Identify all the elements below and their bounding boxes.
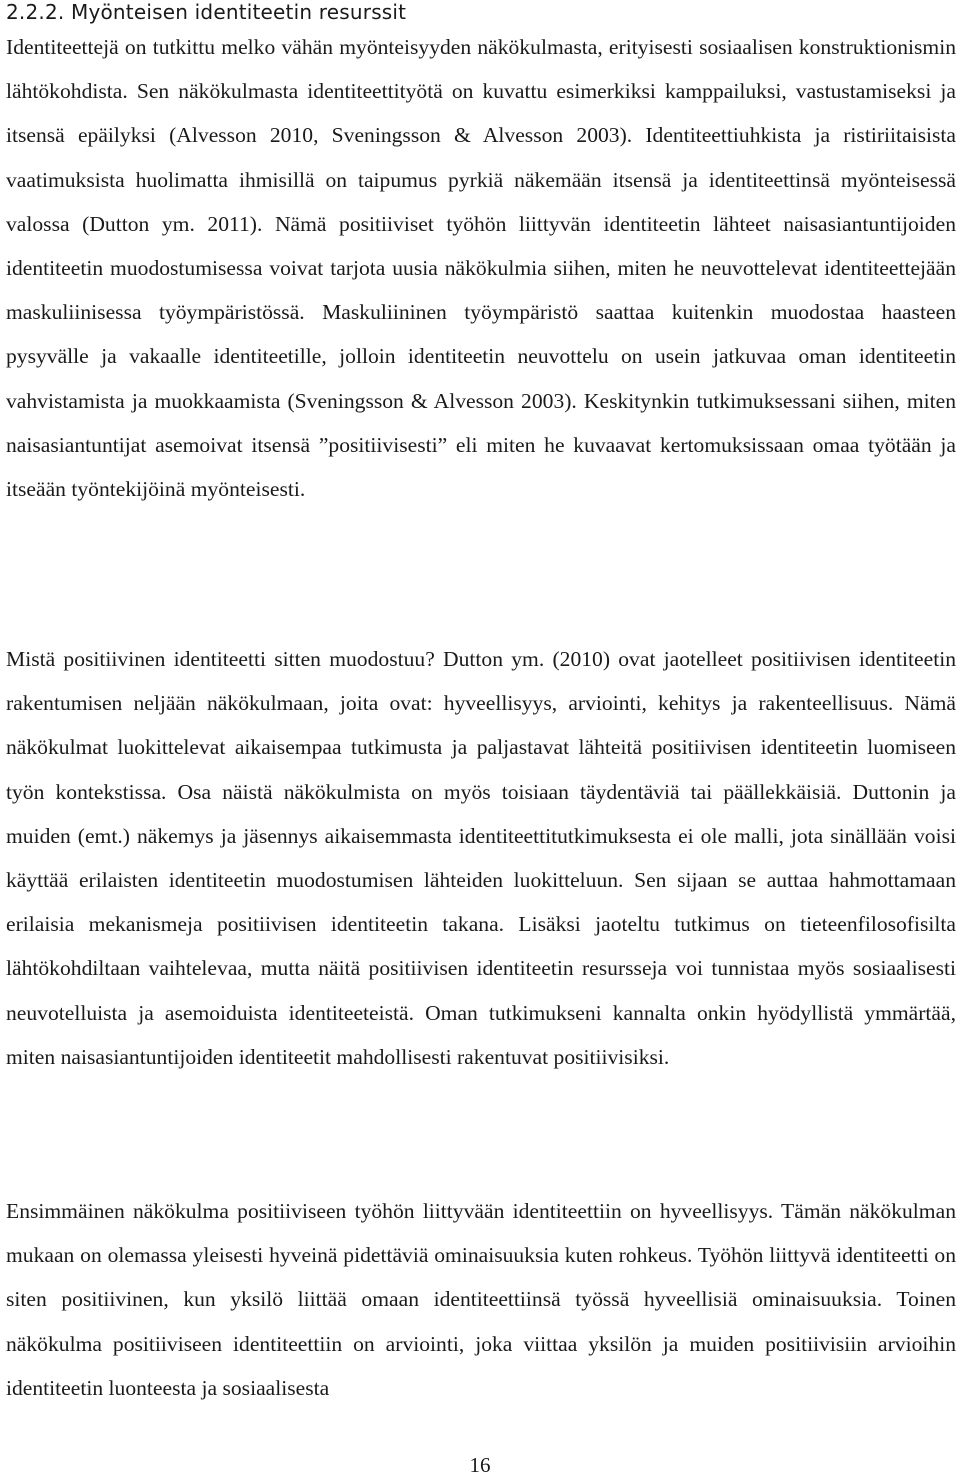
section-heading: 2.2.2. Myönteisen identiteetin resurssit <box>6 0 407 24</box>
paragraph: Mistä positiivinen identiteetti sitten muodostuu? Dutton ym. (2010) ovat jaotelleet positiivisen identiteetin rakentumisen neljään näkökulmaan, joita ovat: hyveellisyys, arviointi, kehitys ja rakenteellisuus. Nämä näkökulmat luokittelevat aikaisempaa tutkimusta ja paljastavat lähteitä positiivisen identiteetin luomiseen työn kontekstissa. Osa näistä näkökulmista on myös toisiaan täydentäviä tai päällekkäisiä. Duttonin ja muiden (emt.) näkemys ja jäsennys aikaisemmasta identiteettitutkimuksesta ei ole malli, jota sinällään voisi käyttää erilaisten identiteetin muodostumisen lähteiden luokitteluun. Sen sijaan se auttaa hahmottamaan erilaisia mekanismeja positiivisen identiteetin takana. Lisäksi jaoteltu tutkimus on tieteenfilosofisilta lähtökohdiltaan vaihtelevaa, mutta näitä positiivisen identiteetin resursseja voi tunnistaa myös sosiaalisesti neuvotelluista ja asemoiduista identiteeteistä. Oman tutkimukseni kannalta onkin hyödyllistä ymmärtää, miten naisasiantuntijoiden identiteetit mahdollisesti rakentuvat positiivisiksi. <box>6 647 956 1069</box>
page-number: 16 <box>469 1453 491 1477</box>
paragraph: Identiteettejä on tutkittu melko vähän myönteisyyden näkökulmasta, erityisesti sosiaalisen konstruktionismin lähtökohdista. Sen näkökulmasta identiteettityötä on kuvattu esimerkiksi kamppailuksi, vastustamiseksi ja itsensä epäilyksi (Alvesson 2010, Sveningsson & Alvesson 2003). Identiteettiuhkista ja ristiriitaisista vaatimuksista huolimatta ihmisillä on taipumus pyrkiä näkemään itsensä ja identiteettinsä myönteisessä valossa (Dutton ym. 2011). Nämä positiiviset työhön liittyvän identiteetin lähteet naisasiantuntijoiden identiteetin muodostumisessa voivat tarjota uusia näkökulmia siihen, miten he neuvottelevat identiteettejään maskuliinisessa työympäristössä. Maskuliininen työympäristö saattaa kuitenkin muodostaa haasteen pysyvälle ja vakaalle identiteetille, jolloin identiteetin neuvottelu on usein jatkuvaa oman identiteetin vahvistamista ja muokkaamista (Sveningsson & Alvesson 2003). Keskitynkin tutkimuksessani siihen, miten naisasiantuntijat asemoivat itsensä ”positiivisesti” eli miten he kuvaavat kertomuksissaan omaa työtään ja itseään työntekijöinä myönteisesti. <box>6 35 956 502</box>
paragraph: Ensimmäinen näkökulma positiiviseen työhön liittyvään identiteettiin on hyveellisyys. Tämän näkökulman mukaan on olemassa yleisesti hyveinä pidettäviä ominaisuuksia kuten rohkeus. Työhön liittyvä identiteetti on siten positiivinen, kun yksilö liittää omaan identiteettiinsä työssä hyveellisiä ominaisuuksia. Toinen näkökulma positiiviseen identiteettiin on arviointi, joka viittaa yksilön ja muiden positiivisiin arvioihin identiteetin luonteesta ja sosiaalisesta <box>6 1199 956 1400</box>
